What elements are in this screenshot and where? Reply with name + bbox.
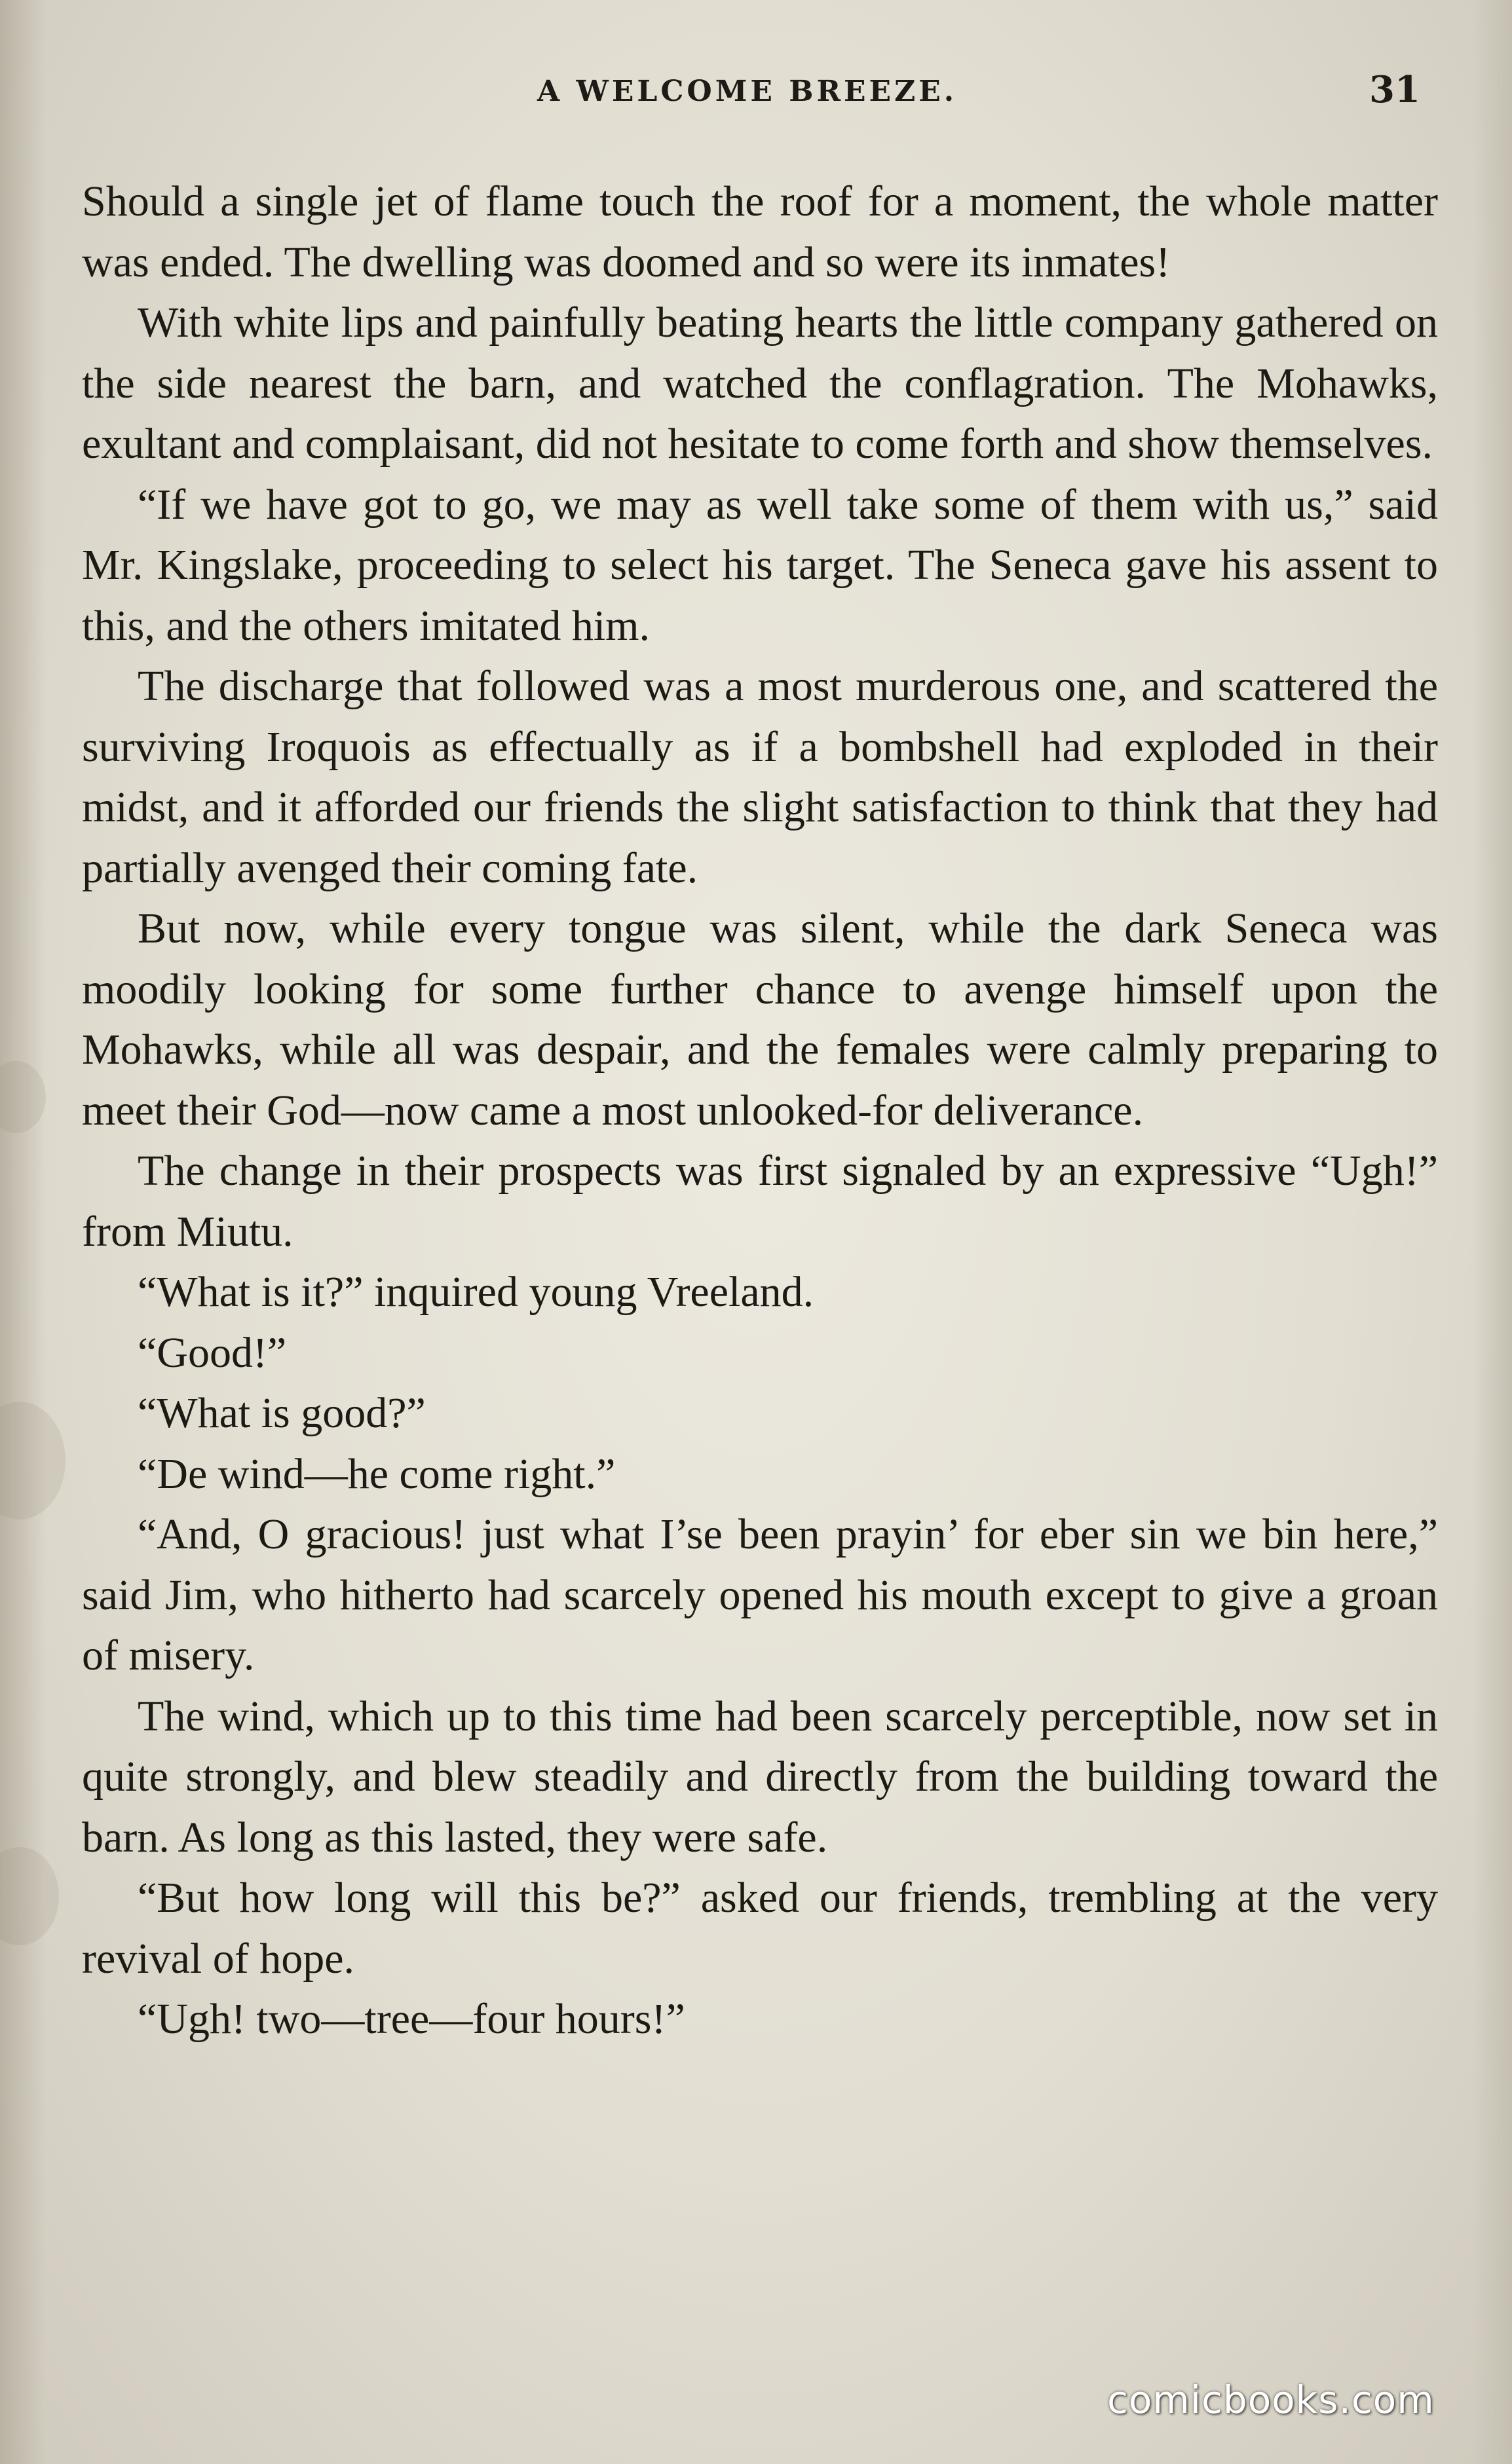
dialogue-line: “What is it?” inquired young Vreeland. <box>138 1268 814 1316</box>
dialogue-line: “Ugh! two—tree—four hours!” <box>138 1995 685 2043</box>
body-text <box>82 172 1438 2050</box>
paragraph: With white lips and painfully beating hearts the little company gathered on the side nearest the barn, and watched the conflagration. The Mohawks, exultant and complaisant, did not hesitate to come forth and show themselves. <box>82 299 1438 468</box>
page-edge-shadow-right <box>1473 0 1512 2464</box>
page-edge-shadow-left <box>0 0 46 2464</box>
site-watermark: comicbooks.com <box>1107 2378 1435 2422</box>
paragraph: The wind, which up to this time had been scarcely perceptible, now set in quite strongly, and blew steadily and directly from the building toward the barn. As long as this lasted, they were safe. <box>82 1692 1438 1861</box>
dialogue-line: “De wind—he come right.” <box>138 1449 616 1498</box>
dialogue-line: “Good!” <box>138 1328 287 1377</box>
dialogue-line: “What is good?” <box>138 1389 426 1437</box>
paragraph: “And, O gracious! just what I’se been prayin’ for eber sin we bin here,” said Jim, who hitherto had scarcely opened his mouth except to give a groan of misery. <box>82 1510 1438 1679</box>
running-title: A WELCOME BREEZE. <box>537 75 958 108</box>
paragraph: The discharge that followed was a most murderous one, and scattered the surviving Iroquois as effectually as if a bombshell had exploded in their midst, and it afforded our friends the slight satisfaction to think that they had partially avenged their coming fate. <box>82 662 1438 892</box>
paragraph: But now, while every tongue was silent, while the dark Seneca was moodily looking for some further chance to avenge himself upon the Mohawks, while all was despair, and the females were calmly preparing to meet their God—now came a most unlooked-for deliverance. <box>82 905 1438 1134</box>
paper-stain <box>0 1402 66 1520</box>
paragraph: “But how long will this be?” asked our friends, trembling at the very revival of hope. <box>82 1874 1438 1983</box>
paragraph: The change in their prospects was first signaled by an expressive “Ugh!” from Miutu. <box>82 1147 1438 1256</box>
paragraph: Should a single jet of flame touch the roof for a moment, the whole matter was ended. The dwelling was doomed and so were its inmates! <box>82 177 1438 286</box>
paper-stain <box>0 1847 59 1945</box>
page-number: 31 <box>1369 68 1420 111</box>
running-head <box>0 65 1512 111</box>
paragraph: “If we have got to go, we may as well take some of them with us,” said Mr. Kingslake, proceeding to select his target. The Seneca gave his assent to this, and the others imitated him. <box>82 480 1438 650</box>
